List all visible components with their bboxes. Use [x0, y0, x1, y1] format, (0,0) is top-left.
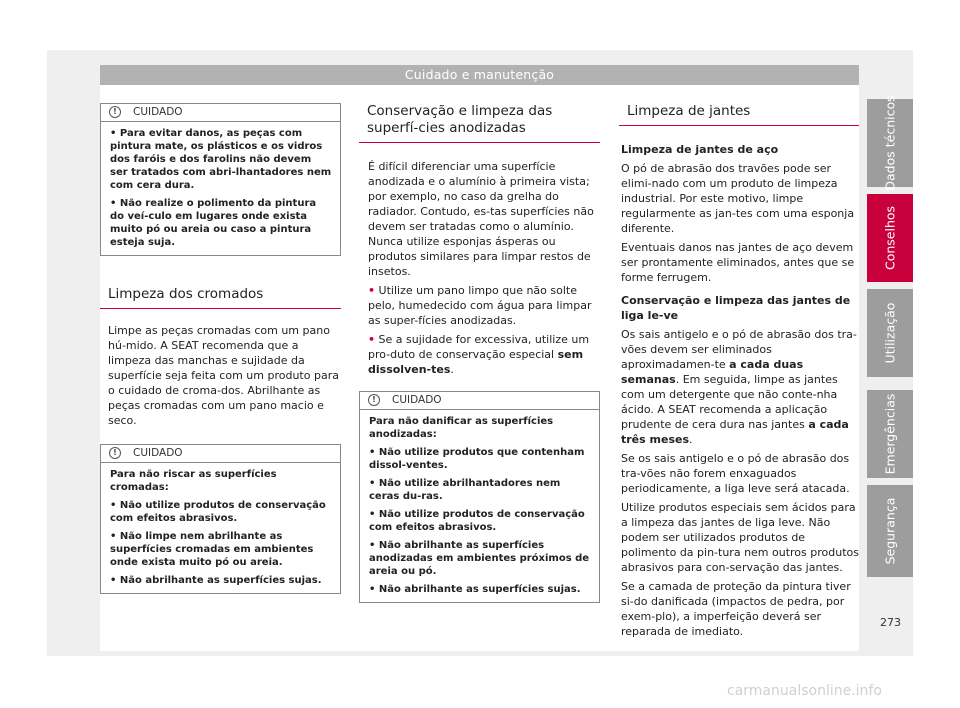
anodized-paragraph: É difícil diferenciar uma superfície anodizada e o alumínio à primeira vista; por exemplo, no caso da grelha do radiador. Contudo, es-tas superfícies não devem ser tratadas como o alumínio. Nunca utilize esponjas ásperas ou produtos similares para limpar restos de insetos. — [368, 160, 594, 278]
caution-item: • Não utilize produtos que contenham dissol-ventes. — [369, 447, 585, 471]
alloy-paragraph: Utilize produtos especiais sem ácidos para a limpeza das jantes de liga leve. Não podem ser utilizados produtos de polimento da pin-tura nem outros produtos abrasivos para con-servação das jantes. — [621, 501, 859, 574]
steel-paragraph: Eventuais danos nas jantes de aço devem ser prontamente eliminados, antes que se forme ferrugem. — [621, 241, 855, 284]
caution-label: CUIDADO — [392, 394, 442, 406]
steel-paragraph: O pó de abrasão dos travões pode ser elimi-nado com um produto de limpeza industrial. Por este motivo, limpe regularmente as jan-tes com uma esponja diferente. — [621, 162, 855, 235]
tab-utilizacao[interactable]: Utilização — [867, 289, 913, 377]
tab-seguranca[interactable]: Segurança — [867, 485, 913, 577]
caution-item: • Para evitar danos, as peças com pintura mate, os plásticos e os vidros dos faróis e dos farolins não devem ser tratados com abri-lhantadores nem com cera dura. — [110, 128, 332, 191]
caution-item: • Não utilize abrilhantadores nem ceras du-ras. — [369, 478, 561, 502]
content-area — [100, 85, 859, 651]
alloy-paragraph: Se a camada de proteção da pintura tiver si-do danificada (impactos de pedra, por exem-plo), a imperfeição deverá ser reparada de imediato. — [621, 580, 851, 638]
anodized-bullet: • Utilize um pano limpo que não solte pelo, humedecido com água para limpar as super-fícies anodizadas. — [368, 284, 592, 327]
alloy-heading: Conservação e limpeza das jantes de liga le-ve — [621, 294, 851, 322]
watermark: carmanualsonline.info — [727, 683, 882, 699]
anodized-bullet: • Se a sujidade for excessiva, utilize um pro-duto de conservação especial sem dissolven-tes. — [368, 333, 590, 376]
caution-item: • Não utilize produtos de conservação com efeitos abrasivos. — [369, 509, 585, 533]
caution-item: • Não abrilhante as superfícies sujas. — [110, 575, 322, 586]
caution-header — [360, 392, 599, 410]
alloy-paragraph: Se os sais antigelo e o pó de abrasão dos tra-vões não forem enxaguados periodicamente, a liga leve será atacada. — [621, 452, 850, 495]
section-title-anodized: Conservação e limpeza das superfí-cies anodizadas — [359, 103, 600, 143]
tab-emergencias[interactable]: Emergências — [867, 390, 913, 478]
caution-item: • Não utilize produtos de conservação com efeitos abrasivos. — [110, 500, 326, 524]
section-title-wheels: Limpeza de jantes — [619, 103, 859, 126]
warning-icon: ! — [109, 106, 121, 118]
caution-intro: Para não riscar as superfícies cromadas: — [110, 469, 277, 493]
caution-item: • Não realize o polimento da pintura do veí-culo em lugares onde exista muito pó ou areia ou caso a pintura esteja suja. — [110, 198, 317, 248]
chrome-paragraph: Limpe as peças cromadas com um pano hú-mido. A SEAT recomenda que a limpeza das manchas e sujidade da superfície seja feita com um produto para o cuidado de croma-dos. Abrilhante as peças cromadas com um pano macio e seco. — [108, 324, 339, 427]
caution-intro: Para não danificar as superfícies anodizadas: — [369, 416, 554, 440]
tab-conselhos[interactable]: Conselhos — [867, 194, 913, 282]
alloy-paragraph: Os sais antigelo e o pó de abrasão dos tra-vões devem ser eliminados aproximadamen-te a cada duas semanas. Em seguida, limpe as jantes com um detergente que não conte-nha ácido. A SEAT recomenda a aplicação prudente de cera dura nas jantes a cada três meses. — [621, 328, 857, 446]
tab-dados-tecnicos[interactable]: Dados técnicos — [867, 99, 913, 187]
column-3 — [619, 85, 859, 643]
page-header: Cuidado e manutenção — [100, 65, 859, 85]
page-number: 273 — [880, 616, 901, 629]
caution-header — [101, 445, 340, 463]
caution-box — [100, 444, 341, 594]
caution-box — [359, 391, 600, 603]
caution-item: • Não abrilhante as superfícies sujas. — [369, 584, 581, 595]
caution-label: CUIDADO — [133, 447, 183, 459]
caution-label: CUIDADO — [133, 106, 183, 118]
column-1 — [100, 85, 341, 594]
caution-item: • Não limpe nem abrilhante as superfícies cromadas em ambientes onde exista muito pó ou areia. — [110, 531, 314, 568]
caution-header — [101, 104, 340, 122]
steel-heading: Limpeza de jantes de aço — [621, 143, 779, 156]
section-title-chrome: Limpeza dos cromados — [100, 286, 341, 309]
column-2 — [359, 85, 600, 603]
caution-box — [100, 103, 341, 256]
caution-item: • Não abrilhante as superfícies anodizadas em ambientes próximos de areia ou pó. — [369, 540, 590, 577]
warning-icon: ! — [109, 447, 121, 459]
warning-icon: ! — [368, 394, 380, 406]
